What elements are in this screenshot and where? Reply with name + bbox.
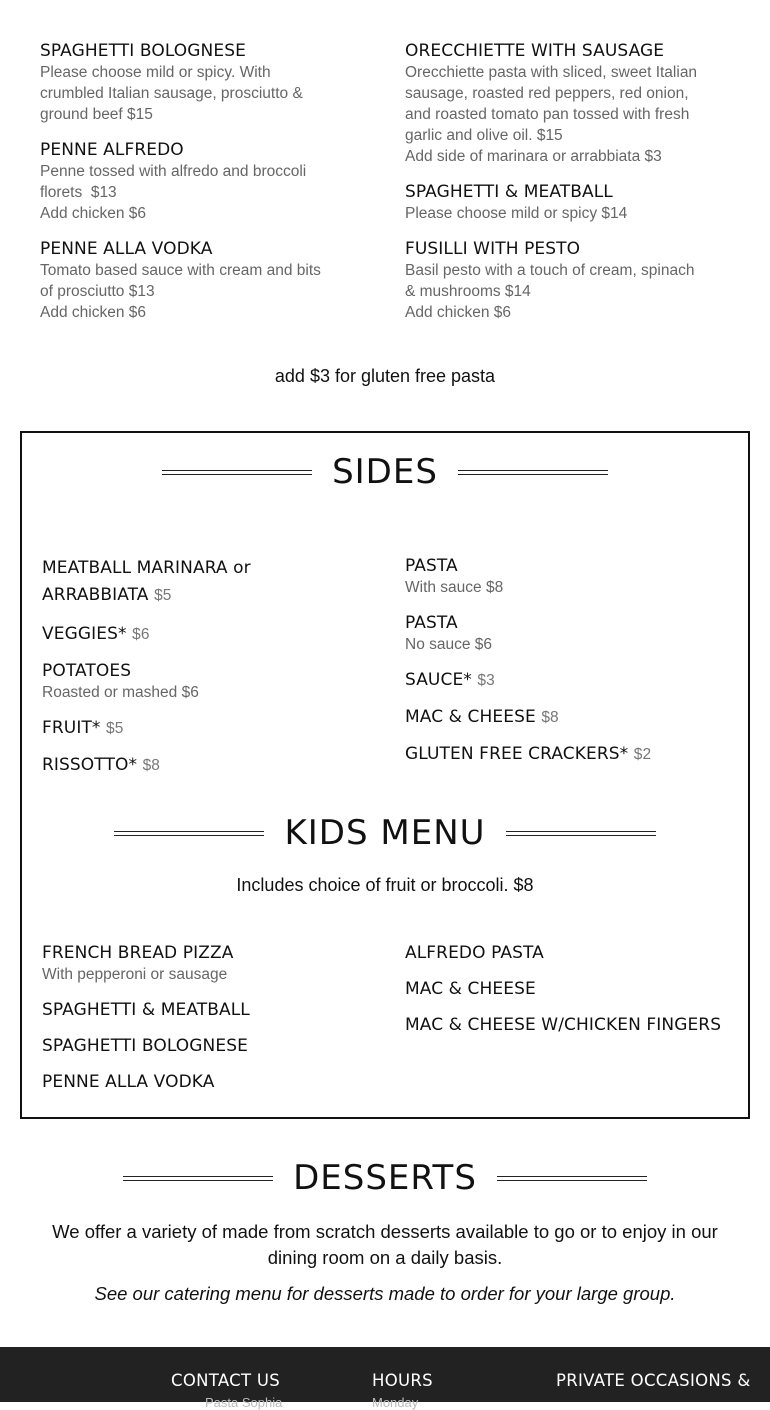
menu-item-desc: crumbled Italian sausage, prosciutto &: [40, 85, 303, 102]
side-item: [405, 743, 745, 766]
menu-item-desc: of prosciutto $13: [40, 283, 155, 300]
sides-heading: [0, 452, 770, 492]
menu-item-desc: Please choose mild or spicy. With: [40, 64, 271, 81]
heading-rule-left: [162, 470, 312, 475]
menu-item-desc: Add chicken $6: [405, 304, 511, 321]
side-item-name: ARRABBIATA: [42, 585, 149, 605]
menu-item-desc: garlic and olive oil. $15: [405, 127, 563, 144]
desserts-heading: [0, 1158, 770, 1198]
side-item-price: $2: [633, 746, 652, 763]
side-item: [42, 660, 382, 703]
gluten-free-note: add $3 for gluten free pasta: [274, 366, 496, 386]
kids-item: [42, 942, 382, 985]
kids-item: [42, 1071, 382, 1093]
menu-item: [405, 181, 745, 224]
side-item: [405, 669, 745, 692]
menu-item: [40, 40, 380, 125]
side-item: [42, 754, 382, 777]
menu-item-name: PENNE ALLA VODKA: [40, 239, 213, 259]
side-item-name: FRUIT*: [42, 718, 101, 738]
pasta-right-column: [405, 40, 745, 337]
heading-rule-left: [114, 831, 264, 836]
side-item-price: $5: [154, 587, 172, 604]
kids-subtitle: Includes choice of fruit or broccoli. $8: [236, 875, 534, 895]
side-item-price: $5: [106, 720, 124, 737]
menu-item-desc: Add chicken $6: [40, 205, 146, 222]
side-item: [405, 555, 745, 598]
menu-item: [405, 238, 745, 323]
menu-item-desc: Tomato based sauce with cream and bits: [40, 262, 321, 279]
section-title: SIDES: [332, 452, 438, 492]
kids-item-name: FRENCH BREAD PIZZA: [42, 943, 234, 963]
side-item-name: VEGGIES*: [42, 624, 127, 644]
kids-item-name: ALFREDO PASTA: [405, 943, 544, 963]
footer-hours-link[interactable]: HOURS: [372, 1371, 433, 1390]
heading-rule-right: [506, 831, 656, 836]
menu-item-desc: and roasted tomato pan tossed with fresh: [405, 106, 690, 123]
side-item-name: GLUTEN FREE CRACKERS*: [405, 744, 629, 764]
heading-rule-left: [123, 1176, 273, 1181]
kids-item: [405, 1014, 745, 1036]
footer-hours-sub: Monday: [372, 1395, 419, 1410]
side-item-price: $8: [541, 709, 559, 726]
side-item-name: PASTA: [405, 613, 458, 633]
section-title: KIDS MENU: [284, 813, 486, 853]
kids-item: [42, 999, 382, 1021]
menu-item-desc: & mushrooms $14: [405, 283, 531, 300]
menu-item-desc: florets $13: [40, 184, 117, 201]
menu-item-desc: Please choose mild or spicy $14: [405, 205, 628, 222]
footer-private-occasions-link[interactable]: PRIVATE OCCASIONS &: [556, 1371, 751, 1390]
kids-heading: [0, 813, 770, 853]
side-item-desc: With sauce $8: [405, 579, 504, 596]
heading-rule-right: [458, 470, 608, 475]
footer-contact-link[interactable]: CONTACT US: [171, 1371, 281, 1390]
kids-left-column: [42, 942, 382, 1107]
menu-item-name: PENNE ALFREDO: [40, 140, 184, 160]
kids-item-name: MAC & CHEESE W/CHICKEN FINGERS: [405, 1015, 722, 1035]
menu-item: [405, 40, 745, 167]
side-item: [405, 612, 745, 655]
catering-note: See our catering menu for desserts made to order for your large group.: [94, 1283, 676, 1304]
kids-item-name: MAC & CHEESE: [405, 979, 536, 999]
menu-item-desc: Add side of marinara or arrabbiata $3: [405, 148, 662, 165]
section-title: DESSERTS: [293, 1158, 477, 1198]
sides-left-column: [42, 555, 382, 791]
menu-item-name: SPAGHETTI & MEATBALL: [405, 182, 613, 202]
site-footer: [0, 1347, 770, 1410]
side-item-price: $6: [132, 626, 150, 643]
side-item-name: POTATOES: [42, 661, 132, 681]
kids-item-name: PENNE ALLA VODKA: [42, 1072, 215, 1092]
kids-item: [405, 978, 745, 1000]
menu-item-desc: sausage, roasted red peppers, red onion,: [405, 85, 689, 102]
menu-item-name: FUSILLI WITH PESTO: [405, 239, 581, 259]
side-item: [42, 717, 382, 740]
kids-item: [42, 1035, 382, 1057]
pasta-left-column: [40, 40, 380, 337]
kids-item: [405, 942, 745, 964]
desserts-paragraph: We offer a variety of made from scratch desserts available to go or to enjoy in our dining room on a daily basis.: [52, 1221, 718, 1268]
side-item-price: $3: [477, 672, 495, 689]
side-item-name: MEATBALL MARINARA or: [42, 558, 251, 578]
menu-item-desc: Orecchiette pasta with sliced, sweet Italian: [405, 64, 698, 81]
menu-item-desc: Add chicken $6: [40, 304, 146, 321]
kids-item-name: SPAGHETTI BOLOGNESE: [42, 1036, 248, 1056]
side-item: [405, 706, 745, 729]
menu-item-desc: Penne tossed with alfredo and broccoli: [40, 163, 307, 180]
menu-item: [40, 238, 380, 323]
side-item-name: PASTA: [405, 556, 458, 576]
kids-item-desc: With pepperoni or sausage: [42, 966, 228, 983]
menu-item-desc: ground beef $15: [40, 106, 153, 123]
footer-contact-sub: Pasta Sophia: [205, 1395, 283, 1410]
sides-right-column: [405, 555, 745, 780]
side-item: [42, 555, 382, 609]
menu-item: [40, 139, 380, 224]
side-item-name: SAUCE*: [405, 670, 472, 690]
heading-rule-right: [497, 1176, 647, 1181]
kids-right-column: [405, 942, 745, 1050]
menu-item-desc: Basil pesto with a touch of cream, spinach: [405, 262, 695, 279]
side-item-name: RISSOTTO*: [42, 755, 138, 775]
menu-item-name: ORECCHIETTE WITH SAUSAGE: [405, 41, 665, 61]
side-item-price: $8: [142, 757, 161, 774]
side-item-desc: No sauce $6: [405, 636, 493, 653]
side-item: [42, 623, 382, 646]
kids-item-name: SPAGHETTI & MEATBALL: [42, 1000, 250, 1020]
menu-item-name: SPAGHETTI BOLOGNESE: [40, 41, 246, 61]
side-item-desc: Roasted or mashed $6: [42, 684, 199, 701]
side-item-name: MAC & CHEESE: [405, 707, 536, 727]
